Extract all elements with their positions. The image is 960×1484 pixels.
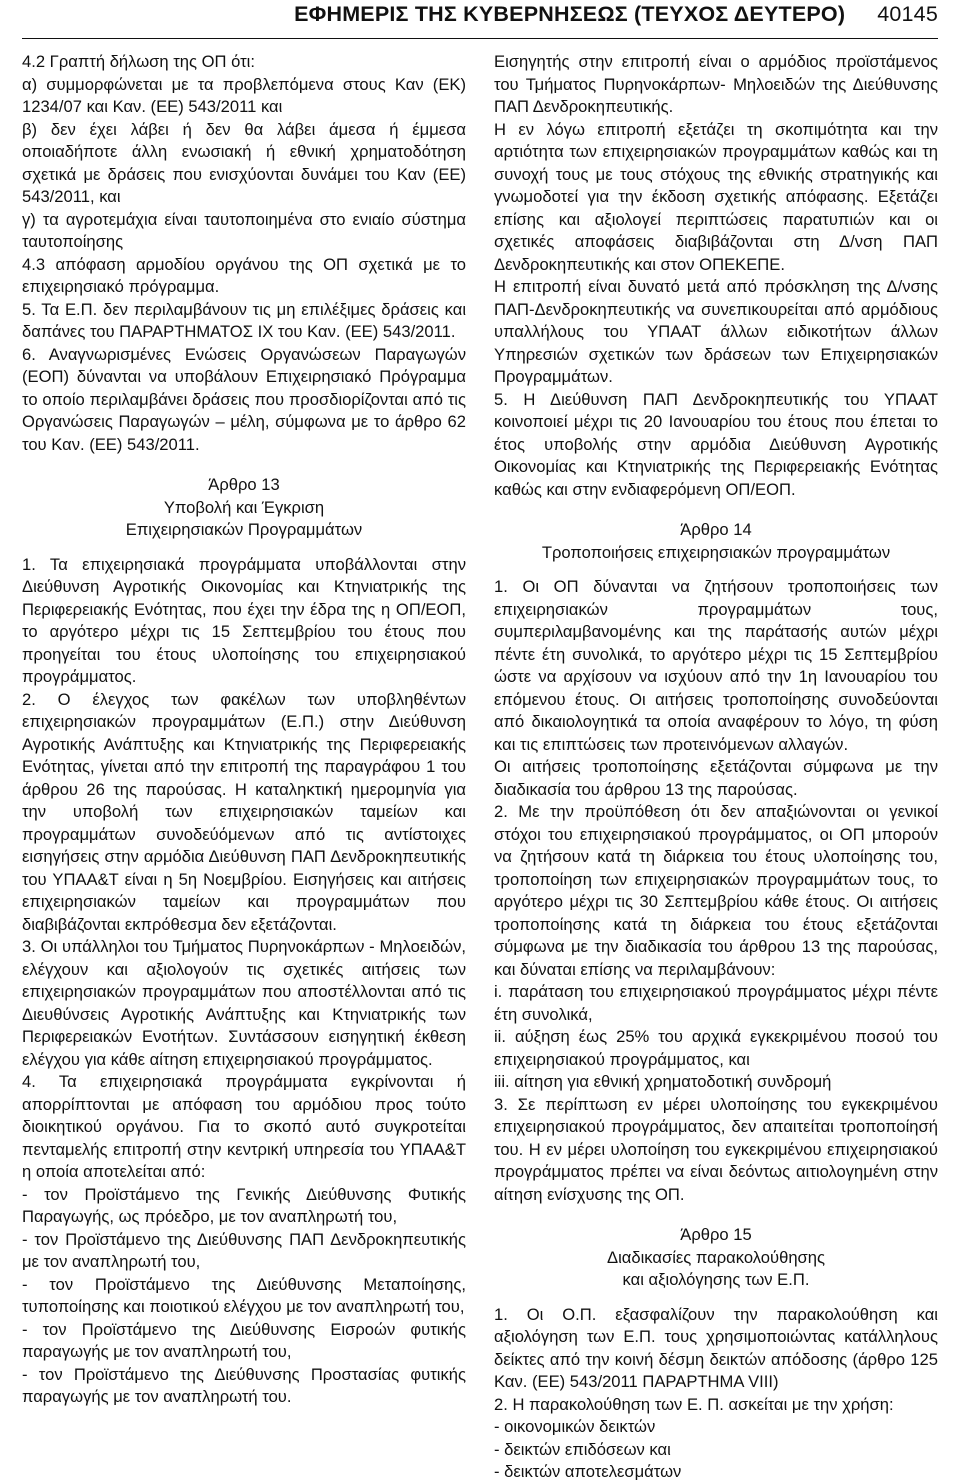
paragraph: 5. Η Διεύθυνση ΠΑΠ Δενδροκηπευτικής του ΥΠΑΑΤ κοινοποιεί μέχρι τις 20 Ιανουαρίου του έτους που έπεται το έτος υποβολής στην αρμόδια Διεύθυνση Αγροτικής Οικονομίας και Κτηνιατρικής της Περιφερειακής Ενότητας καθώς και στην ενδιαφερόμενη ΟΠ/ΕΟΠ. <box>494 389 938 499</box>
list-item: - τον Προϊστάμενο της Διεύθυνσης Εισροών φυτικής παραγωγής με τον αναπληρωτή του, <box>22 1319 466 1361</box>
paragraph: 2. Η παρακολούθηση των Ε. Π. ασκείται με την χρήση: <box>494 1394 894 1414</box>
paragraph: 2. Ο έλεγχος των φακέλων των υποβληθέντων επιχειρησιακών προγραμμάτων (Ε.Π.) στην Διεύθυνση Αγροτικής Ανάπτυξης και Κτηνιατρικής της Περιφερειακής Ενότητας, γίνεται από την επιτροπή της παραγράφου 1 του άρθρου 26 της παρούσας. Η καταληκτική ημερομηνία για την υποβολή των επιχειρησιακών ταμείων και προγραμμάτων συνοδεύόμενων από τις αντίστοιχες εισηγήσεις στην αρμόδια Διεύθυνση ΠΑΠ Δενδροκηπευτικής του ΥΠΑΑ&Τ είναι η 5η Νοεμβρίου. Εισηγήσεις και αιτήσεις επιχειρησιακών ταμείων και προγραμμάτων που διαβιβάζονται εκπρόθεσμα δεν εξετάζονται. <box>22 689 466 934</box>
article-subtitle: Επιχειρησιακών Προγραμμάτων <box>125 520 363 539</box>
paragraph: 3. Σε περίπτωση εν μέρει υλοποίησης του εγκεκριμένου επιχειρησιακού προγράμματος, δεν απαιτείται τροποποίησή του. Η εν μέρει υλοποίηση του εγκεκριμένου επιχειρησιακού προγράμματος πρέπει να είναι δεόντως αιτιολογημένη στην αίτηση ενίσχυσης της ΟΠ. <box>494 1094 938 1204</box>
left-column <box>22 51 466 1484</box>
article-title: Άρθρο 15 <box>680 1225 752 1244</box>
paragraph: γ) τα αγροτεμάχια είναι ταυτοποιημένα στο ενιαίο σύστημα ταυτοποίησης <box>22 209 466 251</box>
paragraph: 4. Τα επιχειρησιακά προγράμματα εγκρίνονται ή απορρίπτονται με απόφαση του αρμόδιου προς τούτο διοικητικού οργάνου. Για το σκοπό αυτό συγκροτείται πενταμελής επιτροπή στην κεντρική υπηρεσία του ΥΠΑΑ&Τ η οποία αποτελείται από: <box>22 1072 466 1181</box>
article-subtitle: και αξιολόγησης των Ε.Π. <box>622 1270 810 1289</box>
article-subtitle: Διαδικασίες παρακολούθησης <box>606 1247 826 1267</box>
article-subtitle: Τροποποιήσεις επιχειρησιακών προγραμμάτων <box>541 542 891 562</box>
paragraph: 1. Οι ΟΠ δύνανται να ζητήσουν τροποποιήσεις των επιχειρησιακών προγραμμάτων τους, συμπεριλαμβανομένης και της παράτασής αυτών μέχρι πέντε έτη συνολικά, το αργότερο μέχρι τις 15 Σεπτεμβρίου ώστε να αρχίσουν να ισχύουν από την 1η Ιανουαρίου του επόμενου έτους. Οι αιτήσεις τροποποίησης συνοδεύονται από δικαιολογητικά τα οποία αναφέρουν το λόγο, τη φύση και τις επιπτώσεις των προτεινόμενων αλλαγών. <box>494 577 938 754</box>
spacer <box>494 1292 938 1304</box>
article-15-heading <box>494 1224 938 1292</box>
gazette-title: ΕΦΗΜΕΡΙΣ ΤΗΣ ΚΥΒΕΡΝΗΣΕΩΣ (ΤΕΥΧΟΣ ΔΕΥΤΕΡΟ) <box>294 2 846 26</box>
article-title: Άρθρο 14 <box>680 520 752 539</box>
list-item: iii. αίτηση για εθνική χρηματοδοτική συνδρομή <box>494 1072 832 1091</box>
paragraph: Η εν λόγω επιτροπή εξετάζει τη σκοπιμότητα και την αρτιότητα των επιχειρησιακών προγραμμάτων καθώς και τη συνοχή τους με τους στόχους της εθνικής στρατηγικής και γνωμοδοτεί για την έκδοση σχετικής απόφασης. Εξετάζει επίσης και αξιολογεί περιπτώσεις παρατυπιών και οι σχετικές αποφάσεις διαβιβάζονται στη Δ/νση ΠΑΠ Δενδροκηπευτικής και στον ΟΠΕΚΕΠΕ. <box>494 119 938 274</box>
right-column <box>494 51 938 1484</box>
paragraph: α) συμμορφώνεται με τα προβλεπόμενα στους Καν (ΕΚ) 1234/07 και Καν. (ΕΕ) 543/2011 και <box>22 74 466 116</box>
paragraph: Εισηγητής στην επιτροπή είναι ο αρμόδιος προϊστάμενος του Τμήματος Πυρηνοκάρπων- Μηλοειδών της Διεύθυνσης ΠΑΠ Δενδροκηπευτικής. <box>494 52 938 116</box>
paragraph: 2. Με την προϋπόθεση ότι δεν απαξιώνονται οι γενικοί στόχοι του επιχειρησιακού προγράμματος, οι ΟΠ μπορούν να ζητήσουν κατά τη διάρκεια του έτους υλοποίησης του, τροποποίηση των επιχειρησιακών προγραμμάτων τους, το αργότερο μέχρι τις 30 Σεπτεμβρίου κάθε έτους. Οι αιτήσεις τροποποίησης κατά τη διάρκεια του έτους εξετάζονται σύμφωνα με την διαδικασία του άρθρου 13 της παρούσας, και δύναται επίσης να περιλαμβάνουν: <box>494 802 938 979</box>
article-14-heading <box>494 519 938 564</box>
paragraph: 4.3 απόφαση αρμοδίου οργάνου της ΟΠ σχετικά με το επιχειρησιακό πρόγραμμα. <box>22 254 466 296</box>
paragraph: 1. Τα επιχειρησιακά προγράμματα υποβάλλονται στην Διεύθυνση Αγροτικής Οικονομίας και Κτηνιατρικής της Περιφερειακής Ενότητας, που έχει την έδρα της η ΟΠ/ΕΟΠ, το αργότερο μέχρι τις 15 Σεπτεμβρίου του έτους που προηγείται του έτους υλοποίησης του επιχειρησιακού προγράμματος. <box>22 554 466 686</box>
list-item: - τον Προϊστάμενο της Διεύθυνσης Προστασίας φυτικής παραγωγής με τον αναπληρωτή του. <box>22 1364 466 1406</box>
list-item: ii. αύξηση έως 25% του αρχικά εγκεκριμένου ποσού του επιχειρησιακού προγράμματος, και <box>494 1027 938 1069</box>
paragraph: Η επιτροπή είναι δυνατό μετά από πρόσκληση της Δ/νσης ΠΑΠ-Δενδροκηπευτικής να συνεπικουρείται από αρμόδιους υπαλλήλους του ΥΠΑΑΤ άλλων ειδικοτήτων άλλων Υπηρεσιών σχετικών των δράσεων των Επιχειρησιακών Προγραμμάτων. <box>494 277 938 386</box>
paragraph: Οι αιτήσεις τροποποίησης εξετάζονται σύμφωνα με την διαδικασία του άρθρου 13 της παρούσας. <box>494 757 938 799</box>
list-item: - δεικτών αποτελεσμάτων <box>494 1462 682 1481</box>
list-item: - τον Προϊστάμενο της Διεύθυνσης Μεταποίησης, τυποποίησης και ποιοτικού ελέγχου με τον αναπληρωτή του, <box>22 1274 466 1316</box>
text-columns <box>22 51 938 1484</box>
paragraph: 6. Αναγνωρισμένες Ενώσεις Οργανώσεων Παραγωγών (ΕΟΠ) δύνανται να υποβάλουν Επιχειρησιακό Πρόγραμμα το οποίο περιλαμβάνει δράσεις που προσδιορίζονται από τις Οργανώσεις Παραγωγών – μέλη, σύμφωνα με το άρθρο 62 του Καν. (ΕΕ) 543/2011. <box>22 344 466 454</box>
page-number: 40145 <box>877 2 938 26</box>
paragraph: 4.2 Γραπτή δήλωση της ΟΠ ότι: <box>22 52 255 71</box>
list-item: i. παράταση του επιχειρησιακού προγράμματος μέχρι πέντε έτη συνολικά, <box>494 982 938 1024</box>
list-item: - οικονομικών δεικτών <box>494 1417 656 1436</box>
spacer <box>22 542 466 554</box>
page-header <box>22 0 938 39</box>
paragraph: β) δεν έχει λάβει ή δεν θα λάβει άμεσα ή έμμεσα οποιαδήποτε άλλη ενωσιακή ή εθνική χρηματοδότηση σχετικά με δράσεις που ενισχύονται δυνάμει του Καν (ΕΕ) 543/2011, και <box>22 119 466 206</box>
paragraph: 5. Τα Ε.Π. δεν περιλαμβάνουν τις μη επιλέξιμες δράσεις και δαπάνες του ΠΑΡΑΡΤΗΜΑΤΟΣ ΙΧ του Καν. (ΕΕ) 543/2011. <box>22 299 466 341</box>
article-subtitle: Υποβολή και Έγκριση <box>163 497 325 517</box>
list-item: - δεικτών επιδόσεων και <box>494 1439 671 1459</box>
spacer <box>494 564 938 576</box>
list-item: - τον Προϊστάμενο της Διεύθυνσης ΠΑΠ Δενδροκηπευτικής με τον αναπληρωτή του, <box>22 1229 466 1271</box>
list-item: - τον Προϊστάμενο της Γενικής Διεύθυνσης Φυτικής Παραγωγής, ως πρόεδρο, με τον αναπληρωτή του, <box>22 1184 466 1226</box>
article-13-heading <box>22 474 466 542</box>
paragraph: 1. Οι Ο.Π. εξασφαλίζουν την παρακολούθηση και αξιολόγηση των Ε.Π. τους χρησιμοποιώντας κατάλληλους δείκτες από την κοινή δέσμη δεικτών απόδοσης (άρθρο 125 Καν. (ΕΕ) 543/2011 ΠΑΡΑΡΤΗΜΑ VIII) <box>494 1304 938 1391</box>
article-title: Άρθρο 13 <box>208 475 280 494</box>
paragraph: 3. Οι υπάλληλοι του Τμήματος Πυρηνοκάρπων - Μηλοειδών, ελέγχουν και αξιολογούν τις σχετικές αιτήσεις των επιχειρησιακών προγραμμάτων που αποστέλλονται από τις Διευθύνσεις Αγροτικής Ανάπτυξης και Κτηνιατρικής των Περιφερειακών Ενοτήτων. Συντάσσουν εισηγητική έκθεση ελέγχου για κάθε αίτηση επιχειρησιακού προγράμματος. <box>22 937 466 1069</box>
